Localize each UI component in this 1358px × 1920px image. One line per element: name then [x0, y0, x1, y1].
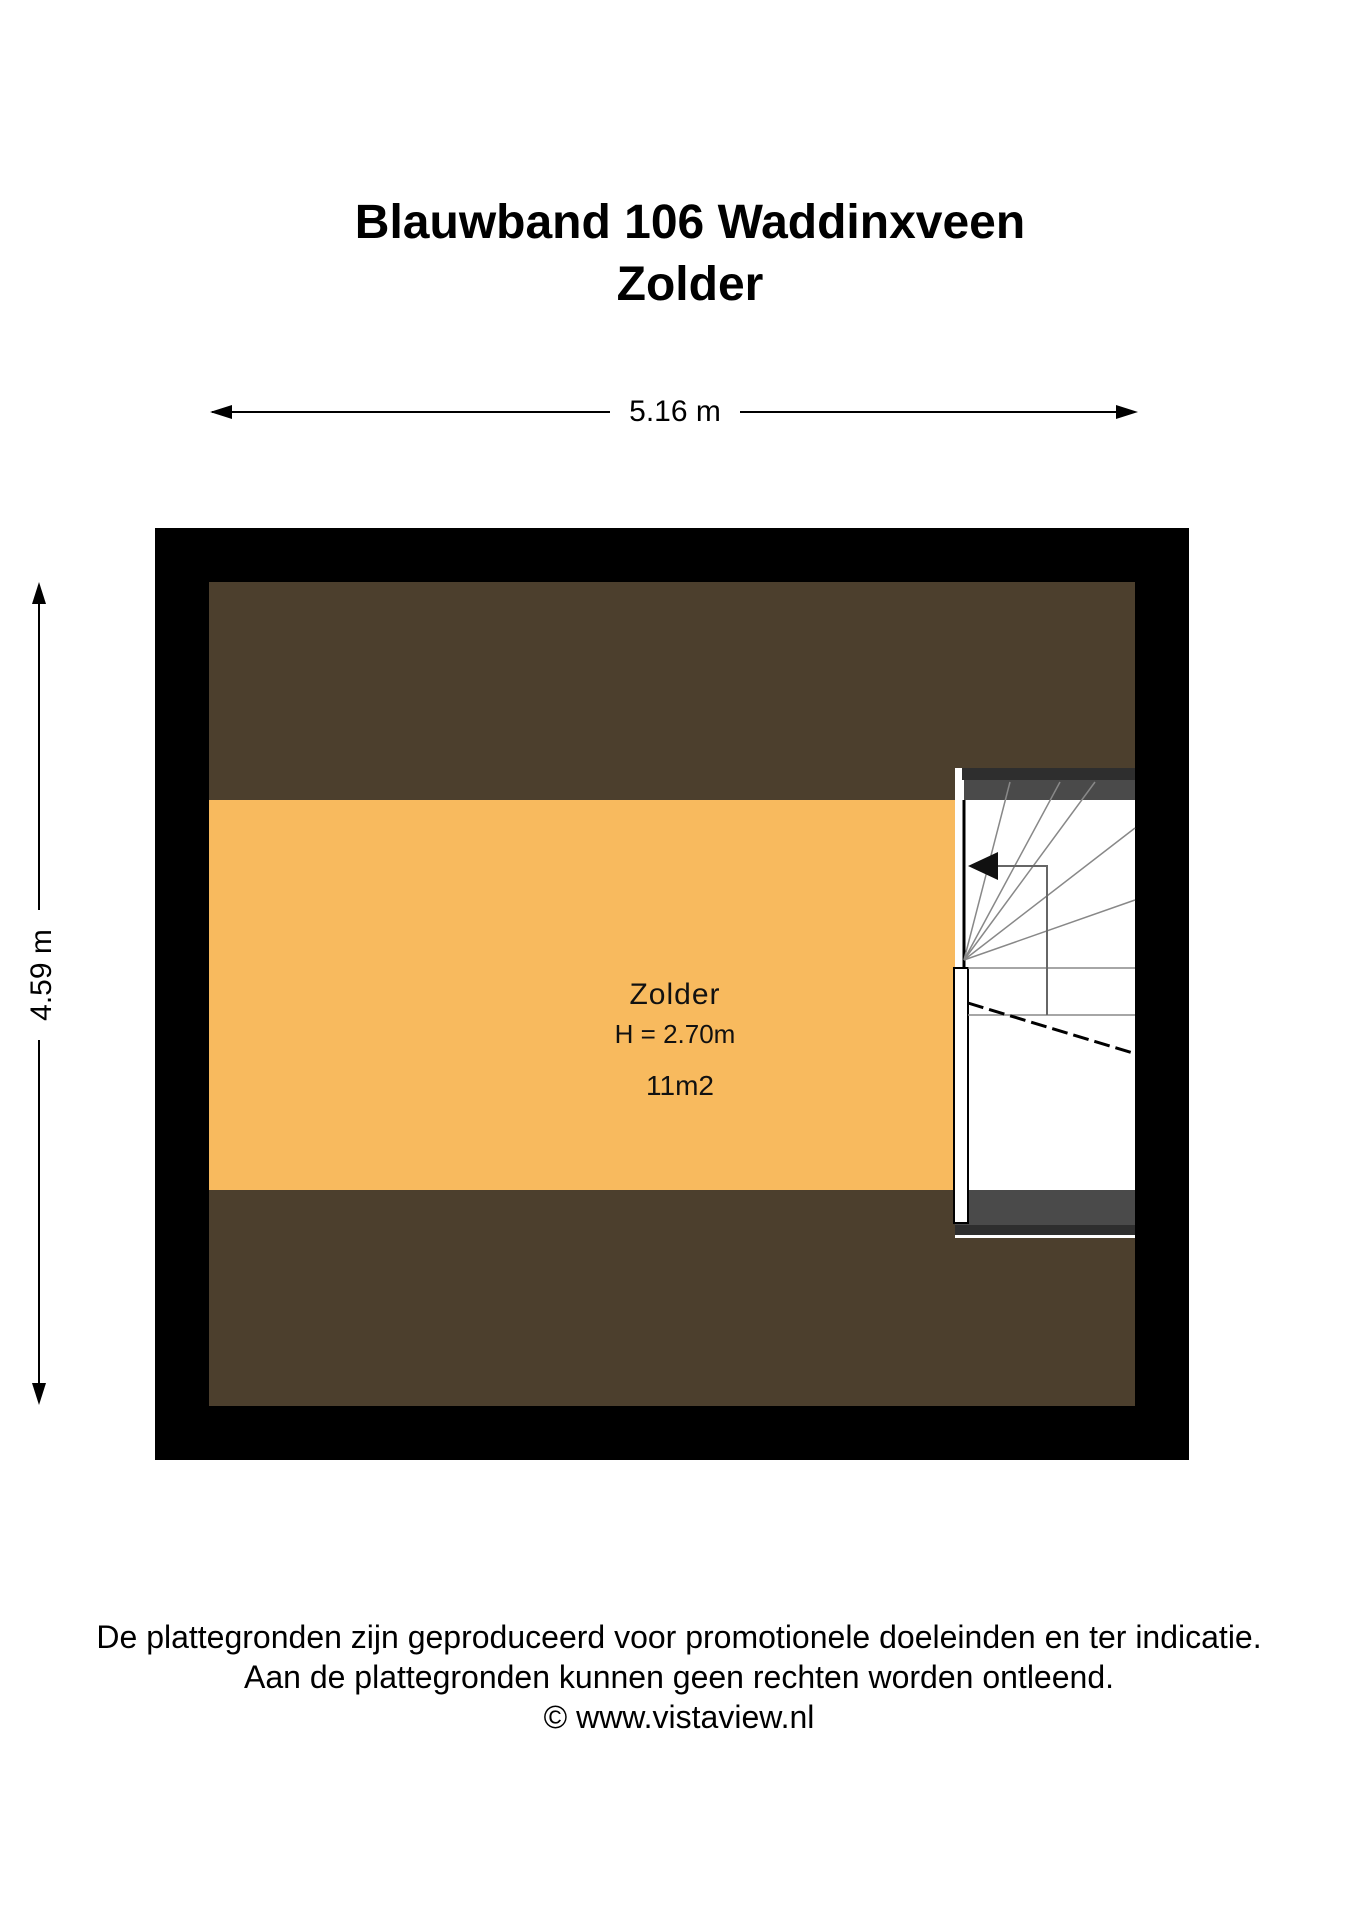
floor-title: Zolder — [616, 258, 764, 311]
width-dimension-label: 5.16 m — [610, 395, 740, 429]
room-height: H = 2.70m — [614, 1019, 736, 1049]
copyright-notice: © www.vistaview.nl — [543, 1699, 815, 1735]
plan-title: Blauwband 106 Waddinxveen — [354, 196, 1026, 249]
room-area: 11m2 — [646, 1070, 714, 1101]
room-name: Zolder — [629, 978, 721, 1011]
depth-dimension-label: 4.59 m — [25, 910, 59, 1040]
disclaimer-line-2: Aan de plattegronden kunnen geen rechten worden ontleend. — [243, 1659, 1114, 1695]
disclaimer-line-1: De plattegronden zijn geproduceerd voor promotionele doeleinden en ter indicatie. — [96, 1619, 1262, 1655]
staircase — [954, 768, 1135, 1238]
